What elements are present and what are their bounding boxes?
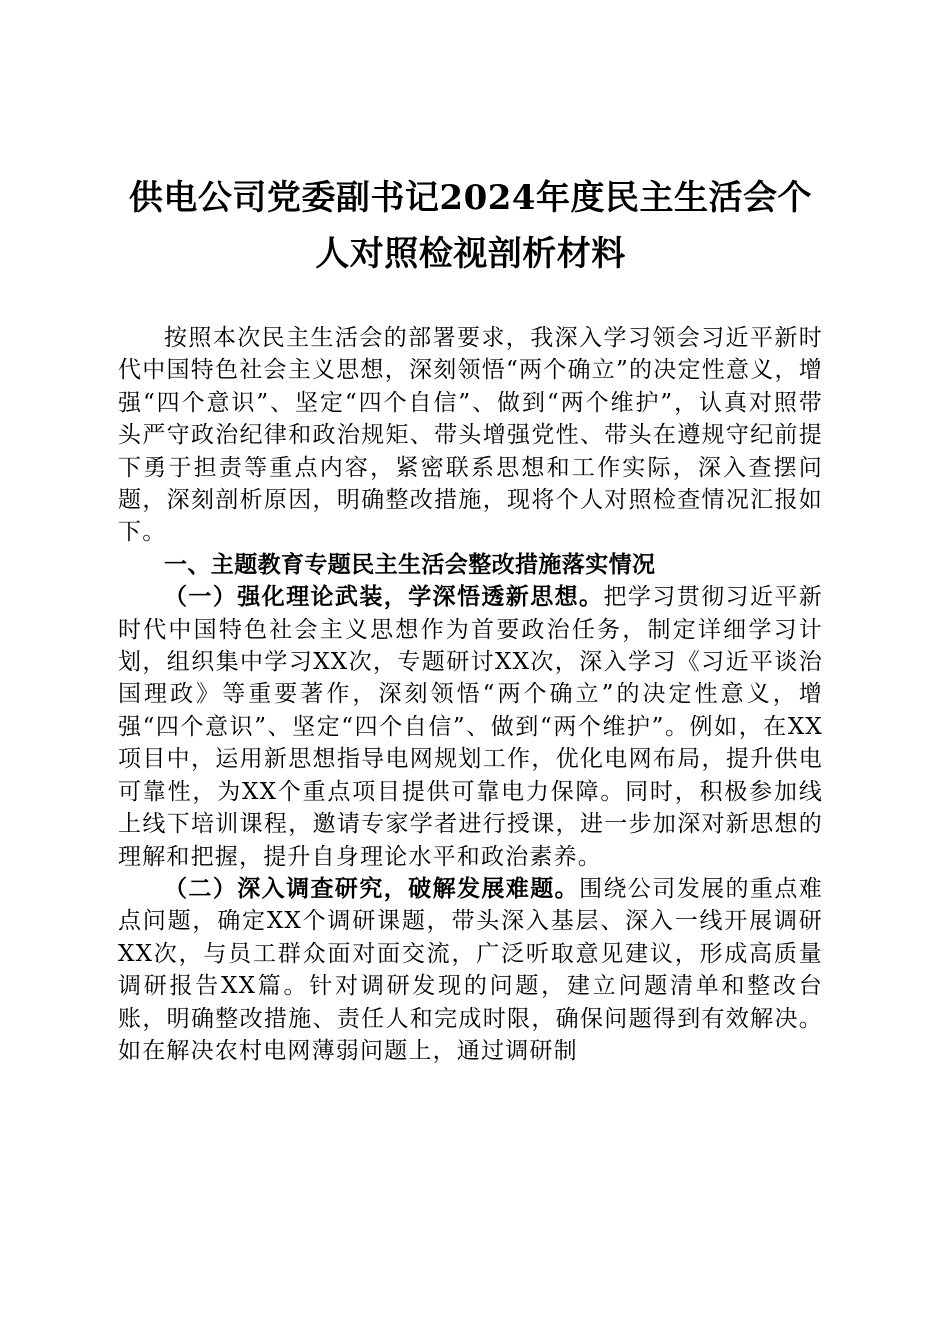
item-2-text: 围绕公司发展的重点难点问题，确定XX个调研课题，带头深入基层、深入一线开展调研XX次，与员工群众面对面交流，广泛听取意见建议，形成高质量调研报告XX篇。针对调研发现的问题，建立问题清单和整改台账，明确整改措施、责任人和完成时限，确保问题得到有效解决。如在解决农村电网薄弱问题上，通过调研制 (118, 875, 823, 1064)
title-line-1: 供电公司党委副书记2024年度民主生活会个 (128, 178, 813, 218)
item-1-text: 把学习贯彻习近平新时代中国特色社会主义思想作为首要政治任务，制定详细学习计划，组织集中学习XX次，专题研讨XX次，深入学习《习近平谈治国理政》等重要著作，深刻领悟“两个确立”的决定性意义，增强“四个意识”、坚定“四个自信”、做到“两个维护”。例如，在XX项目中，运用新思想指导电网规划工作，优化电网布局，提升供电可靠性，为XX个重点项目提供可靠电力保障。同时，积极参加线上线下培训课程，邀请专家学者进行授课，进一步加深对新思想的理解和把握，提升自身理论水平和政治素养。 (118, 584, 823, 870)
document-body (118, 322, 823, 1067)
item-2-lead: （二）深入调查研究，破解发展难题。 (164, 874, 580, 902)
item-paragraph-2 (118, 873, 823, 1067)
item-paragraph-1 (118, 581, 823, 873)
document-page (118, 170, 823, 1067)
section-heading-1: 一、主题教育专题民主生活会整改措施落实情况 (164, 551, 656, 578)
intro-paragraph: 按照本次民主生活会的部署要求，我深入学习领会习近平新时代中国特色社会主义思想，深刻领悟“两个确立”的决定性意义，增强“四个意识”、坚定“四个自信”、做到“两个维护”，认真对照带头严守政治纪律和政治规矩、带头增强党性、带头在遵规守纪前提下勇于担责等重点内容，紧密联系思想和工作实际，深入查摆问题，深刻剖析原因，明确整改措施，现将个人对照检查情况汇报如下。 (118, 325, 823, 546)
title-line-2: 人对照检视剖析材料 (315, 234, 626, 274)
document-title (118, 170, 823, 288)
item-1-lead: （一）强化理论武装，学深悟透新思想。 (164, 583, 604, 611)
